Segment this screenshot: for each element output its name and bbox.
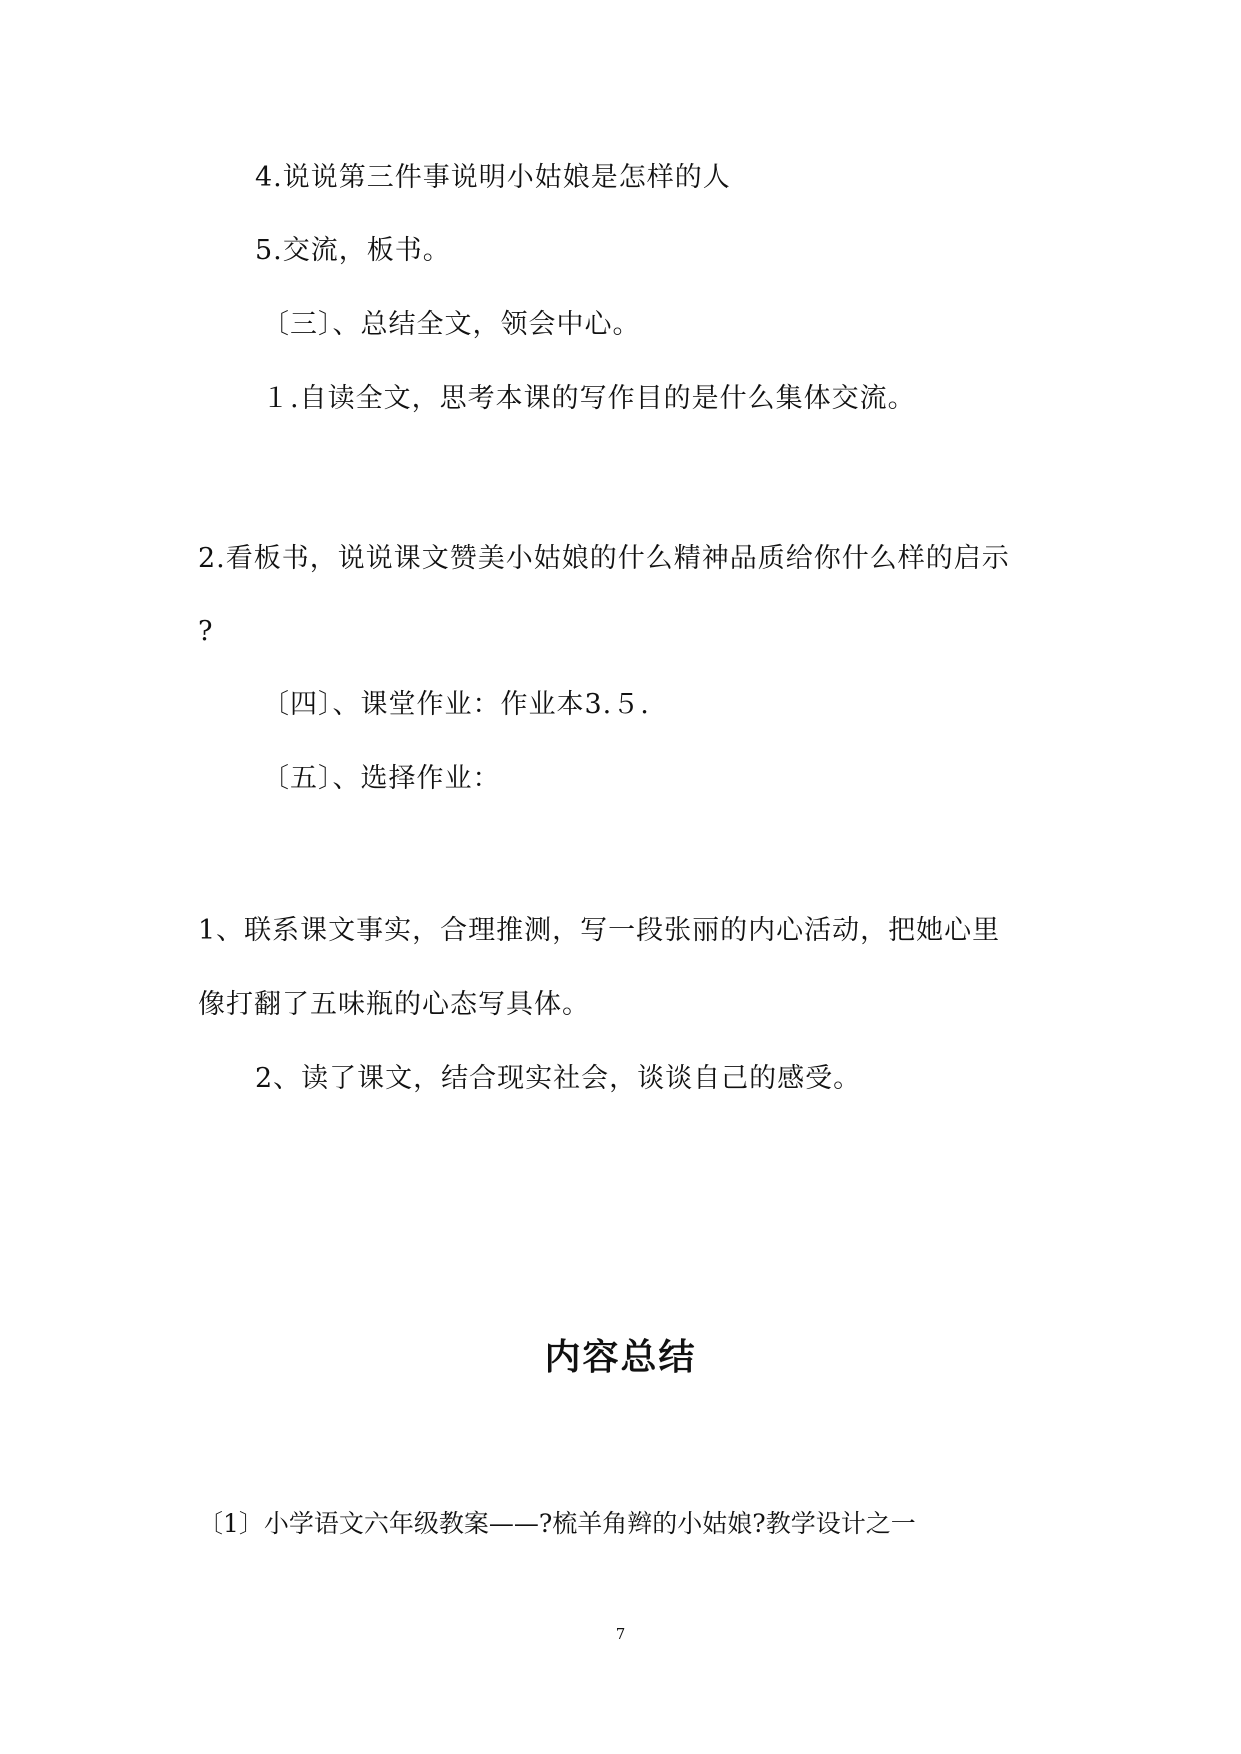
section-heading-five: 〔五〕、选择作业：: [262, 763, 501, 794]
body-line-option-1-cont: 像打翻了五味瓶的心态写具体。: [198, 989, 590, 1020]
page-number: 7: [615, 1625, 626, 1643]
section-heading-four: 〔四〕、课堂作业：作业本3.５.: [262, 689, 650, 720]
body-line-task-2: 2.看板书，说说课文赞美小姑娘的什么精神品质给你什么样的启示: [198, 543, 1010, 574]
section-heading-three: 〔三〕、总结全文，领会中心。: [262, 309, 641, 340]
body-line-task-1: １.自读全文，思考本课的写作目的是什么集体交流。: [262, 383, 916, 414]
body-line-step-4: 4.说说第三件事说明小姑娘是怎样的人: [255, 162, 731, 193]
body-line-task-2-cont: ?: [198, 616, 214, 647]
summary-item: 〔1〕小学语文六年级教案——?梳羊角辫的小姑娘?教学设计之一: [198, 1509, 916, 1538]
body-line-option-2: 2、读了课文，结合现实社会，谈谈自己的感受。: [255, 1063, 862, 1094]
summary-heading: 内容总结: [544, 1337, 697, 1378]
body-line-option-1: 1、联系课文事实，合理推测，写一段张丽的内心活动，把她心里: [198, 915, 1001, 946]
body-line-step-5: 5.交流，板书。: [255, 235, 451, 266]
